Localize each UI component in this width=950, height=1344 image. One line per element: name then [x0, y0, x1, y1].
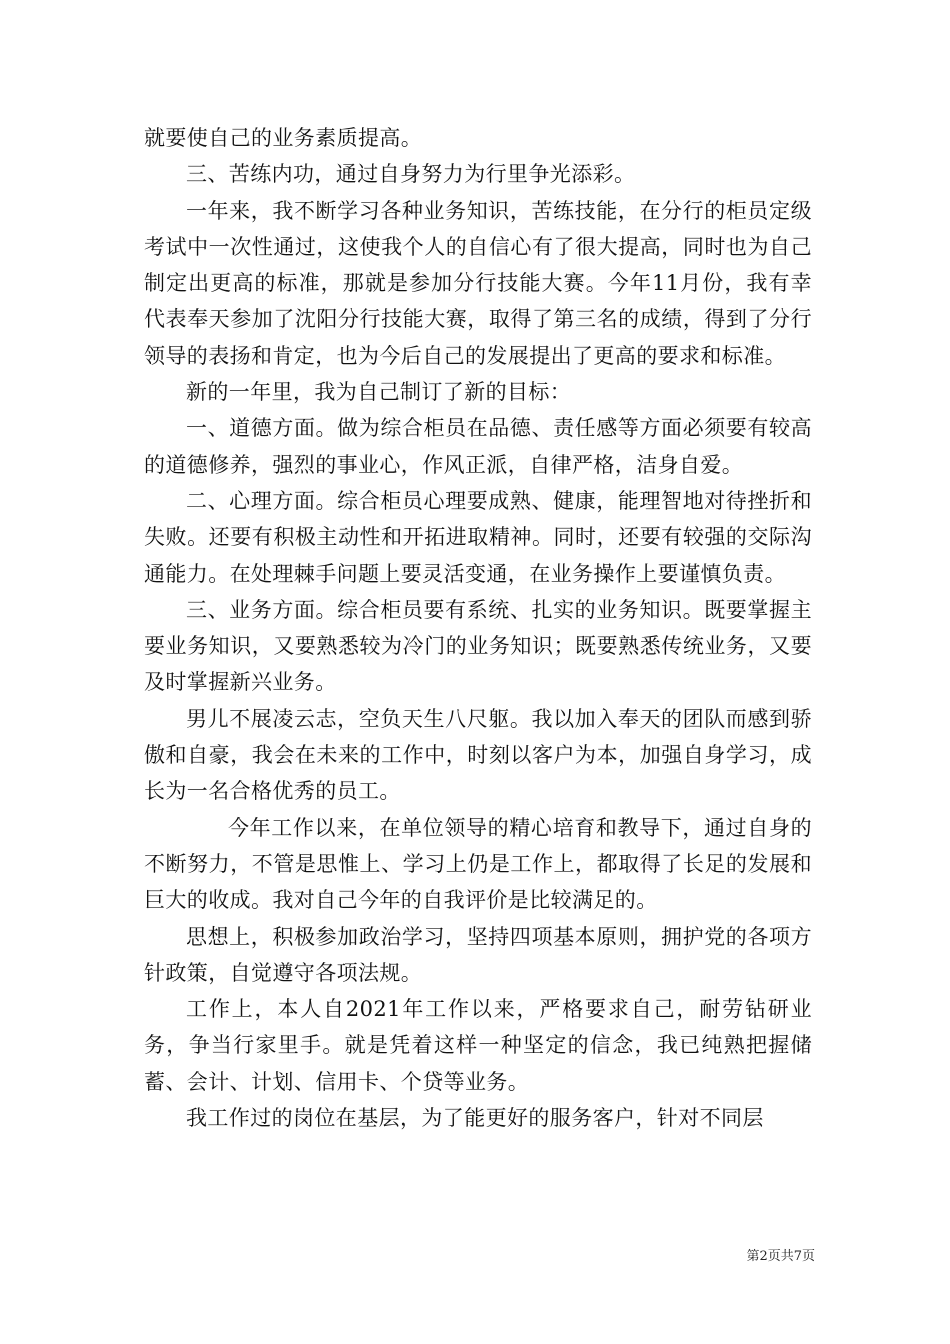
paragraph: 新的一年里，我为自己制订了新的目标：: [186, 380, 572, 405]
page-footer: [0, 1248, 815, 1266]
paragraph: 一年来，我不断学习各种业务知识，苦练技能，在分行的柜员定级考试中一次性通过，这使我个人的自信心有了很大提高，同时也为自己制定出更高的标准，那就是参加分行技能大赛。今年11月份，我有幸代表奉天参加了沈阳分行技能大赛，取得了第三名的成绩，得到了分行领导的表扬和肯定，也为今后自己的发展提出了更高的要求和标准。: [144, 198, 812, 368]
paragraph: 工作上，本人自2021年工作以来，严格要求自己，耐劳钻研业务，争当行家里手。就是凭着这样一种坚定的信念，我已纯熟把握储蓄、会计、计划、信用卡、个贷等业务。: [144, 997, 812, 1094]
paragraph: 三、业务方面。综合柜员要有系统、扎实的业务知识。既要掌握主要业务知识，又要熟悉较为冷门的业务知识；既要熟悉传统业务，又要及时掌握新兴业务。: [144, 597, 812, 695]
paragraph: 二、心理方面。综合柜员心理要成熟、健康，能理智地对待挫折和失败。还要有积极主动性和开拓进取精神。同时，还要有较强的交际沟通能力。在处理棘手问题上要灵活变通，在业务操作上要谨慎负责。: [144, 488, 812, 586]
paragraph: 就要使自己的业务素质提高。: [144, 126, 423, 150]
page-number: 第2页共7页: [746, 1249, 815, 1264]
paragraph: 思想上，积极参加政治学习，坚持四项基本原则，拥护党的各项方针政策，自觉遵守各项法规。: [144, 924, 812, 985]
paragraph: 我工作过的岗位在基层，为了能更好的服务客户，针对不同层: [186, 1106, 764, 1131]
document-body: [144, 120, 812, 1136]
paragraph: 今年工作以来，在单位领导的精心培育和教导下，通过自身的不断努力，不管是思惟上、学习上仍是工作上，都取得了长足的发展和巨大的收成。我对自己今年的自我评价是比较满足的。: [144, 815, 812, 913]
paragraph: 男儿不展凌云志，空负天生八尺躯。我以加入奉天的团队而感到骄傲和自豪，我会在未来的工作中，时刻以客户为本，加强自身学习，成长为一名合格优秀的员工。: [144, 706, 812, 804]
paragraph: 一、道德方面。做为综合柜员在品德、责任感等方面必须要有较高的道德修养，强烈的事业心，作风正派，自律严格，洁身自爱。: [144, 416, 812, 477]
paragraph: 三、苦练内功，通过自身努力为行里争光添彩。: [186, 162, 636, 187]
